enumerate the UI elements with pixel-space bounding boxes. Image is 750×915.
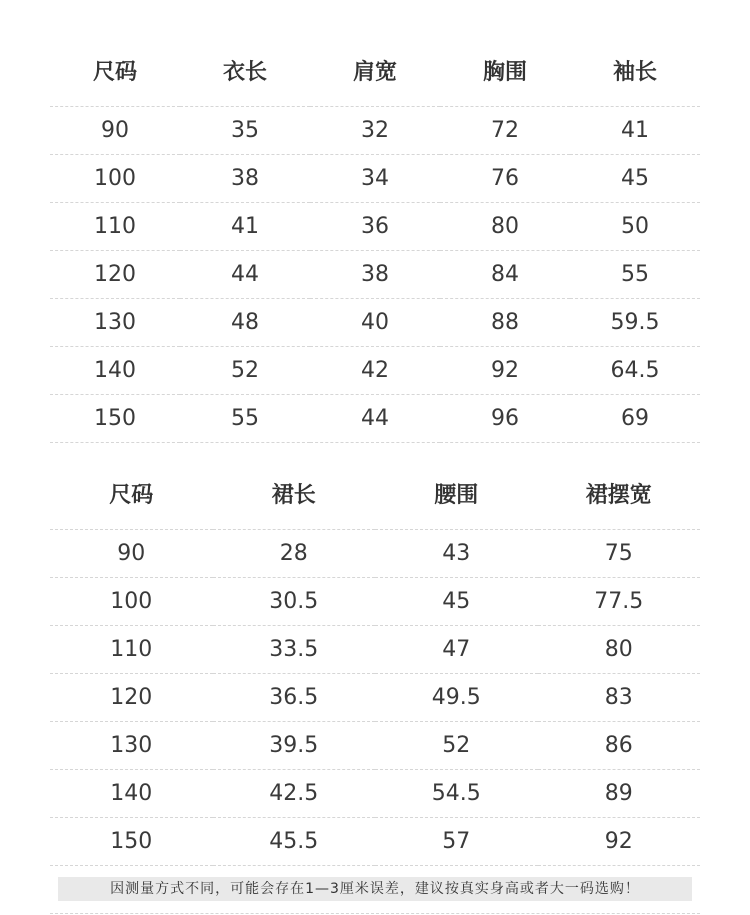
table-cell: 89 bbox=[538, 770, 701, 818]
table-row bbox=[50, 674, 700, 722]
table-cell: 39.5 bbox=[213, 722, 376, 770]
table-cell: 41 bbox=[180, 203, 310, 251]
table-cell: 44 bbox=[180, 251, 310, 299]
table-row bbox=[50, 818, 700, 866]
table-cell: 57 bbox=[375, 818, 538, 866]
table-cell: 100 bbox=[50, 155, 180, 203]
table-cell: 50 bbox=[570, 203, 700, 251]
table-cell: 55 bbox=[570, 251, 700, 299]
table-cell: 76 bbox=[440, 155, 570, 203]
table-row bbox=[50, 770, 700, 818]
table-cell: 28 bbox=[213, 530, 376, 578]
table-cell: 69 bbox=[570, 395, 700, 443]
table-cell: 49.5 bbox=[375, 674, 538, 722]
table-cell: 38 bbox=[180, 155, 310, 203]
table-cell: 75 bbox=[538, 530, 701, 578]
table-cell: 52 bbox=[180, 347, 310, 395]
header-chest: 胸围 bbox=[440, 35, 570, 107]
table-cell: 32 bbox=[310, 107, 440, 155]
table-row bbox=[50, 722, 700, 770]
table-cell: 43 bbox=[375, 530, 538, 578]
header-hem-width: 裙摆宽 bbox=[538, 458, 701, 530]
table-cell: 120 bbox=[50, 251, 180, 299]
table-cell: 72 bbox=[440, 107, 570, 155]
table-cell: 83 bbox=[538, 674, 701, 722]
table-row bbox=[50, 578, 700, 626]
table-cell: 35 bbox=[180, 107, 310, 155]
table-cell: 90 bbox=[50, 530, 213, 578]
table-cell: 48 bbox=[180, 299, 310, 347]
table-cell: 40 bbox=[310, 299, 440, 347]
header-size: 尺码 bbox=[50, 458, 213, 530]
table-cell: 77.5 bbox=[538, 578, 701, 626]
table-row bbox=[50, 395, 700, 443]
top-size-table bbox=[50, 35, 700, 443]
table-row bbox=[50, 251, 700, 299]
table-cell: 150 bbox=[50, 818, 213, 866]
table-row bbox=[50, 203, 700, 251]
table-cell: 30.5 bbox=[213, 578, 376, 626]
table-cell: 34 bbox=[310, 155, 440, 203]
header-size: 尺码 bbox=[50, 35, 180, 107]
table-cell: 42.5 bbox=[213, 770, 376, 818]
table-cell: 90 bbox=[50, 107, 180, 155]
table-cell: 47 bbox=[375, 626, 538, 674]
table-cell: 80 bbox=[440, 203, 570, 251]
header-row bbox=[50, 458, 700, 530]
table-cell: 130 bbox=[50, 722, 213, 770]
table-cell: 120 bbox=[50, 674, 213, 722]
table-row bbox=[50, 155, 700, 203]
header-sleeve: 袖长 bbox=[570, 35, 700, 107]
table-cell: 140 bbox=[50, 347, 180, 395]
table-cell: 92 bbox=[538, 818, 701, 866]
table-cell: 84 bbox=[440, 251, 570, 299]
table-cell: 42 bbox=[310, 347, 440, 395]
table-cell: 45.5 bbox=[213, 818, 376, 866]
header-length: 衣长 bbox=[180, 35, 310, 107]
table-cell: 55 bbox=[180, 395, 310, 443]
measurement-notice: 因测量方式不同，可能会存在1—3厘米误差，建议按真实身高或者大一码选购！ bbox=[58, 877, 692, 901]
skirt-size-table bbox=[50, 458, 700, 866]
table-cell: 38 bbox=[310, 251, 440, 299]
table-cell: 52 bbox=[375, 722, 538, 770]
table-cell: 64.5 bbox=[570, 347, 700, 395]
header-skirt-length: 裙长 bbox=[213, 458, 376, 530]
header-row bbox=[50, 35, 700, 107]
table-cell: 80 bbox=[538, 626, 701, 674]
table-cell: 140 bbox=[50, 770, 213, 818]
table-row bbox=[50, 347, 700, 395]
table-cell: 100 bbox=[50, 578, 213, 626]
table-cell: 110 bbox=[50, 626, 213, 674]
table-cell: 36 bbox=[310, 203, 440, 251]
table-row bbox=[50, 626, 700, 674]
table-cell: 45 bbox=[375, 578, 538, 626]
table-cell: 86 bbox=[538, 722, 701, 770]
table-row bbox=[50, 107, 700, 155]
table-row bbox=[50, 299, 700, 347]
header-waist: 腰围 bbox=[375, 458, 538, 530]
table-cell: 54.5 bbox=[375, 770, 538, 818]
table-cell: 59.5 bbox=[570, 299, 700, 347]
table-cell: 45 bbox=[570, 155, 700, 203]
table-cell: 88 bbox=[440, 299, 570, 347]
table-cell: 130 bbox=[50, 299, 180, 347]
table-cell: 33.5 bbox=[213, 626, 376, 674]
table-cell: 36.5 bbox=[213, 674, 376, 722]
table-cell: 44 bbox=[310, 395, 440, 443]
table-cell: 92 bbox=[440, 347, 570, 395]
header-shoulder: 肩宽 bbox=[310, 35, 440, 107]
table-cell: 96 bbox=[440, 395, 570, 443]
table-row bbox=[50, 530, 700, 578]
table-cell: 150 bbox=[50, 395, 180, 443]
table-cell: 110 bbox=[50, 203, 180, 251]
table-cell: 41 bbox=[570, 107, 700, 155]
